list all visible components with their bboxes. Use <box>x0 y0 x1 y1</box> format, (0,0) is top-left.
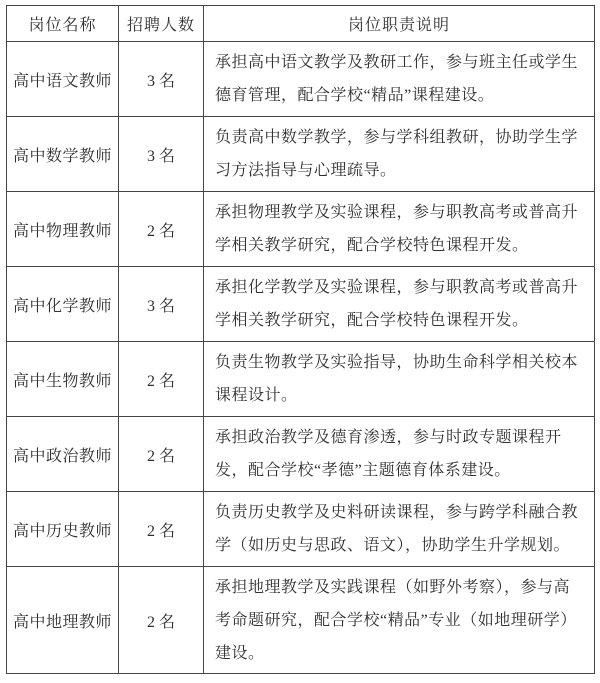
header-row <box>7 6 595 42</box>
header-duty-description: 岗位职责说明 <box>204 6 595 42</box>
count-cell: 2 名 <box>119 192 204 267</box>
table-row <box>7 417 595 492</box>
count-cell: 2 名 <box>119 342 204 417</box>
position-cell: 高中物理教师 <box>7 192 119 267</box>
count-cell: 2 名 <box>119 492 204 567</box>
description-cell: 承担物理教学及实验课程，参与职教高考或普高升学相关教学研究，配合学校特色课程开发。 <box>204 192 595 267</box>
description-cell: 承担政治教学及德育渗透，参与时政专题课程开发，配合学校“孝德”主题德育体系建设。 <box>204 417 595 492</box>
count-cell: 3 名 <box>119 267 204 342</box>
position-cell: 高中数学教师 <box>7 117 119 192</box>
count-cell: 3 名 <box>119 117 204 192</box>
description-cell: 负责高中数学教学，参与学科组教研，协助学生学习方法指导与心理疏导。 <box>204 117 595 192</box>
table-row <box>7 192 595 267</box>
recruitment-table <box>6 5 595 674</box>
position-cell: 高中生物教师 <box>7 342 119 417</box>
position-cell: 高中地理教师 <box>7 567 119 674</box>
count-cell: 3 名 <box>119 42 204 117</box>
table-row <box>7 117 595 192</box>
position-cell: 高中政治教师 <box>7 417 119 492</box>
table-row <box>7 42 595 117</box>
table-row <box>7 267 595 342</box>
description-cell: 承担化学教学及实验课程，参与职教高考或普高升学相关教学研究，配合学校特色课程开发。 <box>204 267 595 342</box>
description-cell: 负责历史教学及史料研读课程，参与跨学科融合教学（如历史与思政、语文），协助学生升学规划。 <box>204 492 595 567</box>
count-cell: 2 名 <box>119 417 204 492</box>
table-row <box>7 342 595 417</box>
position-cell: 高中语文教师 <box>7 42 119 117</box>
header-position-name: 岗位名称 <box>7 6 119 42</box>
table-row <box>7 567 595 674</box>
description-cell: 承担地理教学及实践课程（如野外考察），参与高考命题研究，配合学校“精品”专业（如地理研学）建设。 <box>204 567 595 674</box>
position-cell: 高中化学教师 <box>7 267 119 342</box>
count-cell: 2 名 <box>119 567 204 674</box>
description-cell: 承担高中语文教学及教研工作，参与班主任或学生德育管理，配合学校“精品”课程建设。 <box>204 42 595 117</box>
position-cell: 高中历史教师 <box>7 492 119 567</box>
description-cell: 负责生物教学及实验指导，协助生命科学相关校本课程设计。 <box>204 342 595 417</box>
table-row <box>7 492 595 567</box>
header-recruit-count: 招聘人数 <box>119 6 204 42</box>
